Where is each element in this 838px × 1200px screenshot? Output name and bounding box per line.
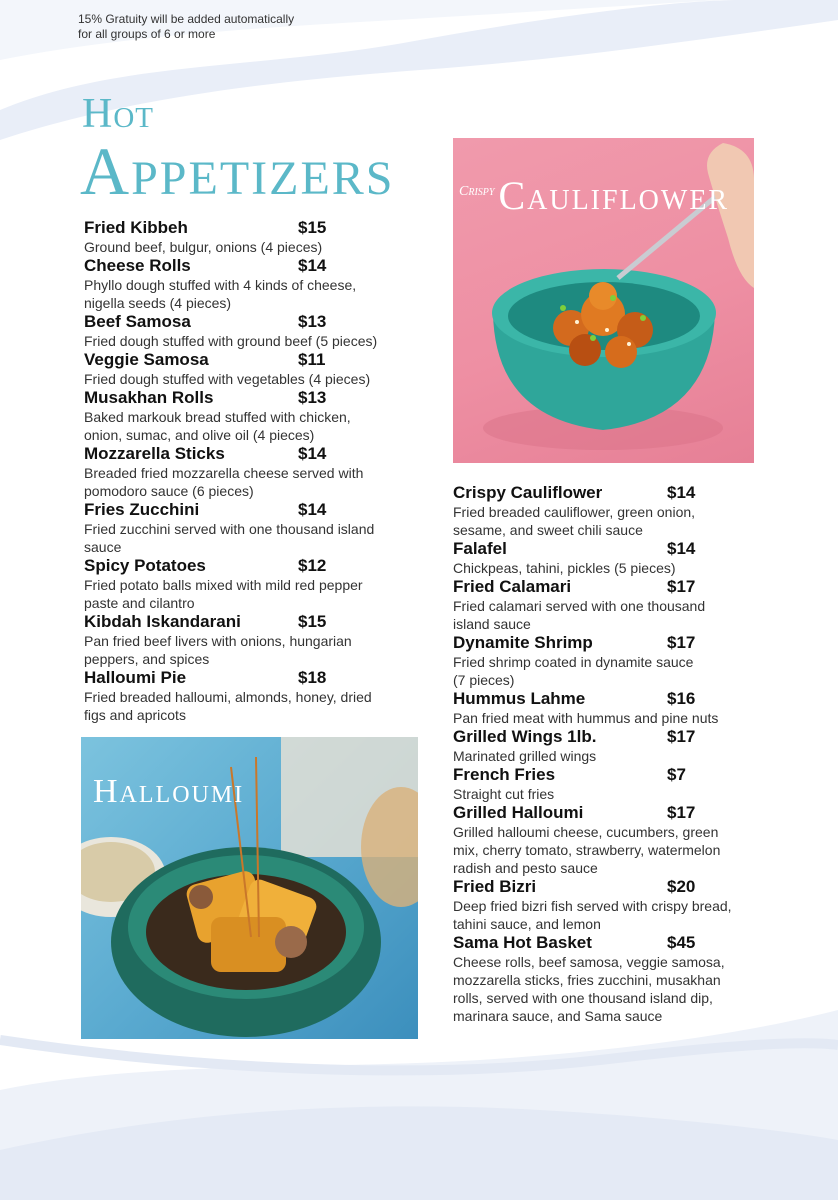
menu-item-header bbox=[84, 500, 414, 520]
menu-item-description: marinara sauce, and Sama sauce bbox=[453, 1008, 663, 1024]
menu-item-price: $17 bbox=[667, 633, 696, 652]
menu-item-price: $14 bbox=[667, 483, 696, 502]
menu-item-price: $13 bbox=[298, 312, 327, 331]
menu-item-header bbox=[453, 483, 763, 503]
menu-item-description: Chickpeas, tahini, pickles (5 pieces) bbox=[453, 560, 676, 576]
menu-item-header bbox=[84, 444, 414, 464]
menu-item-header bbox=[453, 577, 763, 597]
menu-item-description: rolls, served with one thousand island dip, bbox=[453, 990, 713, 1006]
menu-item-price: $14 bbox=[298, 500, 327, 519]
menu-item-header bbox=[453, 765, 763, 785]
menu-item-price: $14 bbox=[298, 256, 327, 275]
menu-item bbox=[84, 612, 414, 668]
menu-item-name: Fries Zucchini bbox=[84, 500, 200, 519]
menu-item-price: $20 bbox=[667, 877, 696, 896]
menu-item-price: $11 bbox=[298, 350, 326, 369]
gratuity-note bbox=[78, 12, 398, 42]
menu-item-name: Grilled Wings 1lb. bbox=[453, 727, 597, 746]
menu-item-name: Hummus Lahme bbox=[453, 689, 586, 708]
menu-item-price: $17 bbox=[667, 803, 696, 822]
menu-item-description: Fried dough stuffed with ground beef (5 pieces) bbox=[84, 333, 378, 349]
menu-item-name: Dynamite Shrimp bbox=[453, 633, 593, 652]
menu-item bbox=[84, 350, 414, 388]
menu-item-description: (7 pieces) bbox=[453, 672, 515, 688]
menu-item-description: Cheese rolls, beef samosa, veggie samosa, bbox=[453, 954, 725, 970]
menu-item bbox=[84, 256, 414, 312]
menu-item-description: Fried potato balls mixed with mild red pepper bbox=[84, 577, 363, 593]
menu-item-description: Ground beef, bulgur, onions (4 pieces) bbox=[84, 239, 323, 255]
menu-item-price: $12 bbox=[298, 556, 327, 575]
menu-item bbox=[453, 877, 763, 933]
menu-item-name: Crispy Cauliflower bbox=[453, 483, 603, 502]
menu-item-header bbox=[453, 803, 763, 823]
menu-item-price: $15 bbox=[298, 612, 327, 631]
menu-item-header bbox=[84, 350, 414, 370]
menu-item-header bbox=[84, 256, 414, 276]
menu-item-price: $13 bbox=[298, 388, 327, 407]
menu-item-description: Straight cut fries bbox=[453, 786, 555, 802]
menu-item-name: Kibdah Iskandarani bbox=[84, 612, 241, 631]
menu-item bbox=[453, 633, 763, 689]
menu-item-description: Fried dough stuffed with vegetables (4 pieces) bbox=[84, 371, 371, 387]
menu-item-name: Beef Samosa bbox=[84, 312, 191, 331]
menu-item-description: figs and apricots bbox=[84, 707, 186, 723]
menu-item bbox=[453, 803, 763, 877]
menu-column-right bbox=[453, 483, 763, 1025]
menu-item-description: mix, cherry tomato, strawberry, watermelon bbox=[453, 842, 721, 858]
menu-item-description: Pan fried beef livers with onions, hungarian bbox=[84, 633, 352, 649]
menu-item-name: Veggie Samosa bbox=[84, 350, 209, 369]
menu-item bbox=[84, 500, 414, 556]
menu-item-name: French Fries bbox=[453, 765, 556, 784]
menu-item-header bbox=[84, 668, 414, 688]
menu-item-name: Sama Hot Basket bbox=[453, 933, 592, 952]
menu-item bbox=[84, 556, 414, 612]
menu-item-description: Breaded fried mozzarella cheese served with bbox=[84, 465, 364, 481]
menu-item-description: Pan fried meat with hummus and pine nuts bbox=[453, 710, 719, 726]
menu-item-price: $18 bbox=[298, 668, 327, 687]
menu-item-description: sauce bbox=[84, 539, 122, 555]
menu-item-header bbox=[453, 877, 763, 897]
menu-item-header bbox=[453, 633, 763, 653]
menu-item-description: Marinated grilled wings bbox=[453, 748, 597, 764]
menu-item-header bbox=[84, 388, 414, 408]
menu-item-name: Fried Calamari bbox=[453, 577, 572, 596]
menu-item-description: peppers, and spices bbox=[84, 651, 210, 667]
menu-item-header bbox=[453, 727, 763, 747]
menu-item bbox=[453, 483, 763, 539]
menu-item-name: Falafel bbox=[453, 539, 507, 558]
menu-item bbox=[84, 312, 414, 350]
menu-item bbox=[453, 689, 763, 727]
section-title-hot: Hot bbox=[82, 91, 154, 137]
section-title-appetizers: Appetizers bbox=[80, 133, 395, 209]
halloumi-photo bbox=[81, 737, 418, 1039]
menu-item-name: Fried Kibbeh bbox=[84, 218, 188, 237]
menu-item-name: Musakhan Rolls bbox=[84, 388, 214, 407]
menu-item-price: $7 bbox=[667, 765, 686, 784]
menu-item-header bbox=[84, 612, 414, 632]
menu-item-description: Fried calamari served with one thousand bbox=[453, 598, 706, 614]
menu-item bbox=[453, 539, 763, 577]
menu-item-name: Mozzarella Sticks bbox=[84, 444, 225, 463]
menu-item-description: Baked markouk bread stuffed with chicken, bbox=[84, 409, 351, 425]
cauliflower-photo-label bbox=[459, 172, 729, 219]
menu-item-description: nigella seeds (4 pieces) bbox=[84, 295, 232, 311]
gratuity-line-1: 15% Gratuity will be added automatically bbox=[78, 12, 295, 26]
menu-item-price: $17 bbox=[667, 727, 696, 746]
halloumi-photo-title: Halloumi bbox=[93, 773, 245, 810]
menu-item-price: $45 bbox=[667, 933, 696, 952]
gratuity-line-2: for all groups of 6 or more bbox=[78, 27, 216, 41]
menu-item-header bbox=[453, 689, 763, 709]
menu-item-name: Spicy Potatoes bbox=[84, 556, 206, 575]
menu-item-description: paste and cilantro bbox=[84, 595, 195, 611]
menu-item-header bbox=[84, 218, 414, 238]
menu-item-header bbox=[84, 556, 414, 576]
menu-item-description: tahini sauce, and lemon bbox=[453, 916, 601, 932]
menu-item bbox=[84, 218, 414, 256]
menu-item-description: radish and pesto sauce bbox=[453, 860, 598, 876]
menu-item bbox=[453, 577, 763, 633]
menu-item-price: $17 bbox=[667, 577, 696, 596]
menu-item-description: pomodoro sauce (6 pieces) bbox=[84, 483, 254, 499]
menu-item-name: Grilled Halloumi bbox=[453, 803, 584, 822]
menu-item-description: Phyllo dough stuffed with 4 kinds of cheese, bbox=[84, 277, 357, 293]
menu-item-description: Fried zucchini served with one thousand island bbox=[84, 521, 375, 537]
menu-item-name: Halloumi Pie bbox=[84, 668, 187, 687]
menu-column-left bbox=[84, 218, 414, 724]
menu-item-price: $16 bbox=[667, 689, 696, 708]
menu-item-price: $14 bbox=[298, 444, 327, 463]
menu-item-price: $14 bbox=[667, 539, 696, 558]
menu-item-header bbox=[453, 933, 763, 953]
menu-item-description: Fried breaded halloumi, almonds, honey, dried bbox=[84, 689, 372, 705]
menu-item-description: Fried shrimp coated in dynamite sauce bbox=[453, 654, 694, 670]
crispy-cauliflower-photo bbox=[453, 138, 754, 463]
menu-item-header bbox=[84, 312, 414, 332]
cauliflower-photo-title: Cauliflower bbox=[498, 173, 730, 218]
menu-item-description: mozzarella sticks, fries zucchini, musakhan bbox=[453, 972, 721, 988]
menu-item bbox=[84, 388, 414, 444]
menu-item-description: sesame, and sweet chili sauce bbox=[453, 522, 643, 538]
menu-item bbox=[453, 933, 763, 1025]
menu-item-description: island sauce bbox=[453, 616, 531, 632]
menu-item-name: Fried Bizri bbox=[453, 877, 537, 896]
menu-item bbox=[453, 727, 763, 765]
menu-item-price: $15 bbox=[298, 218, 327, 237]
menu-item-description: Fried breaded cauliflower, green onion, bbox=[453, 504, 696, 520]
menu-item-header bbox=[453, 539, 763, 559]
menu-item-description: Deep fried bizri fish served with crispy bread, bbox=[453, 898, 732, 914]
menu-item-description: Grilled halloumi cheese, cucumbers, green bbox=[453, 824, 719, 840]
menu-item bbox=[453, 765, 763, 803]
menu-item bbox=[84, 444, 414, 500]
menu-item bbox=[84, 668, 414, 724]
cauliflower-photo-prefix: Crispy bbox=[459, 184, 495, 199]
menu-item-description: onion, sumac, and olive oil (4 pieces) bbox=[84, 427, 315, 443]
menu-item-name: Cheese Rolls bbox=[84, 256, 191, 275]
